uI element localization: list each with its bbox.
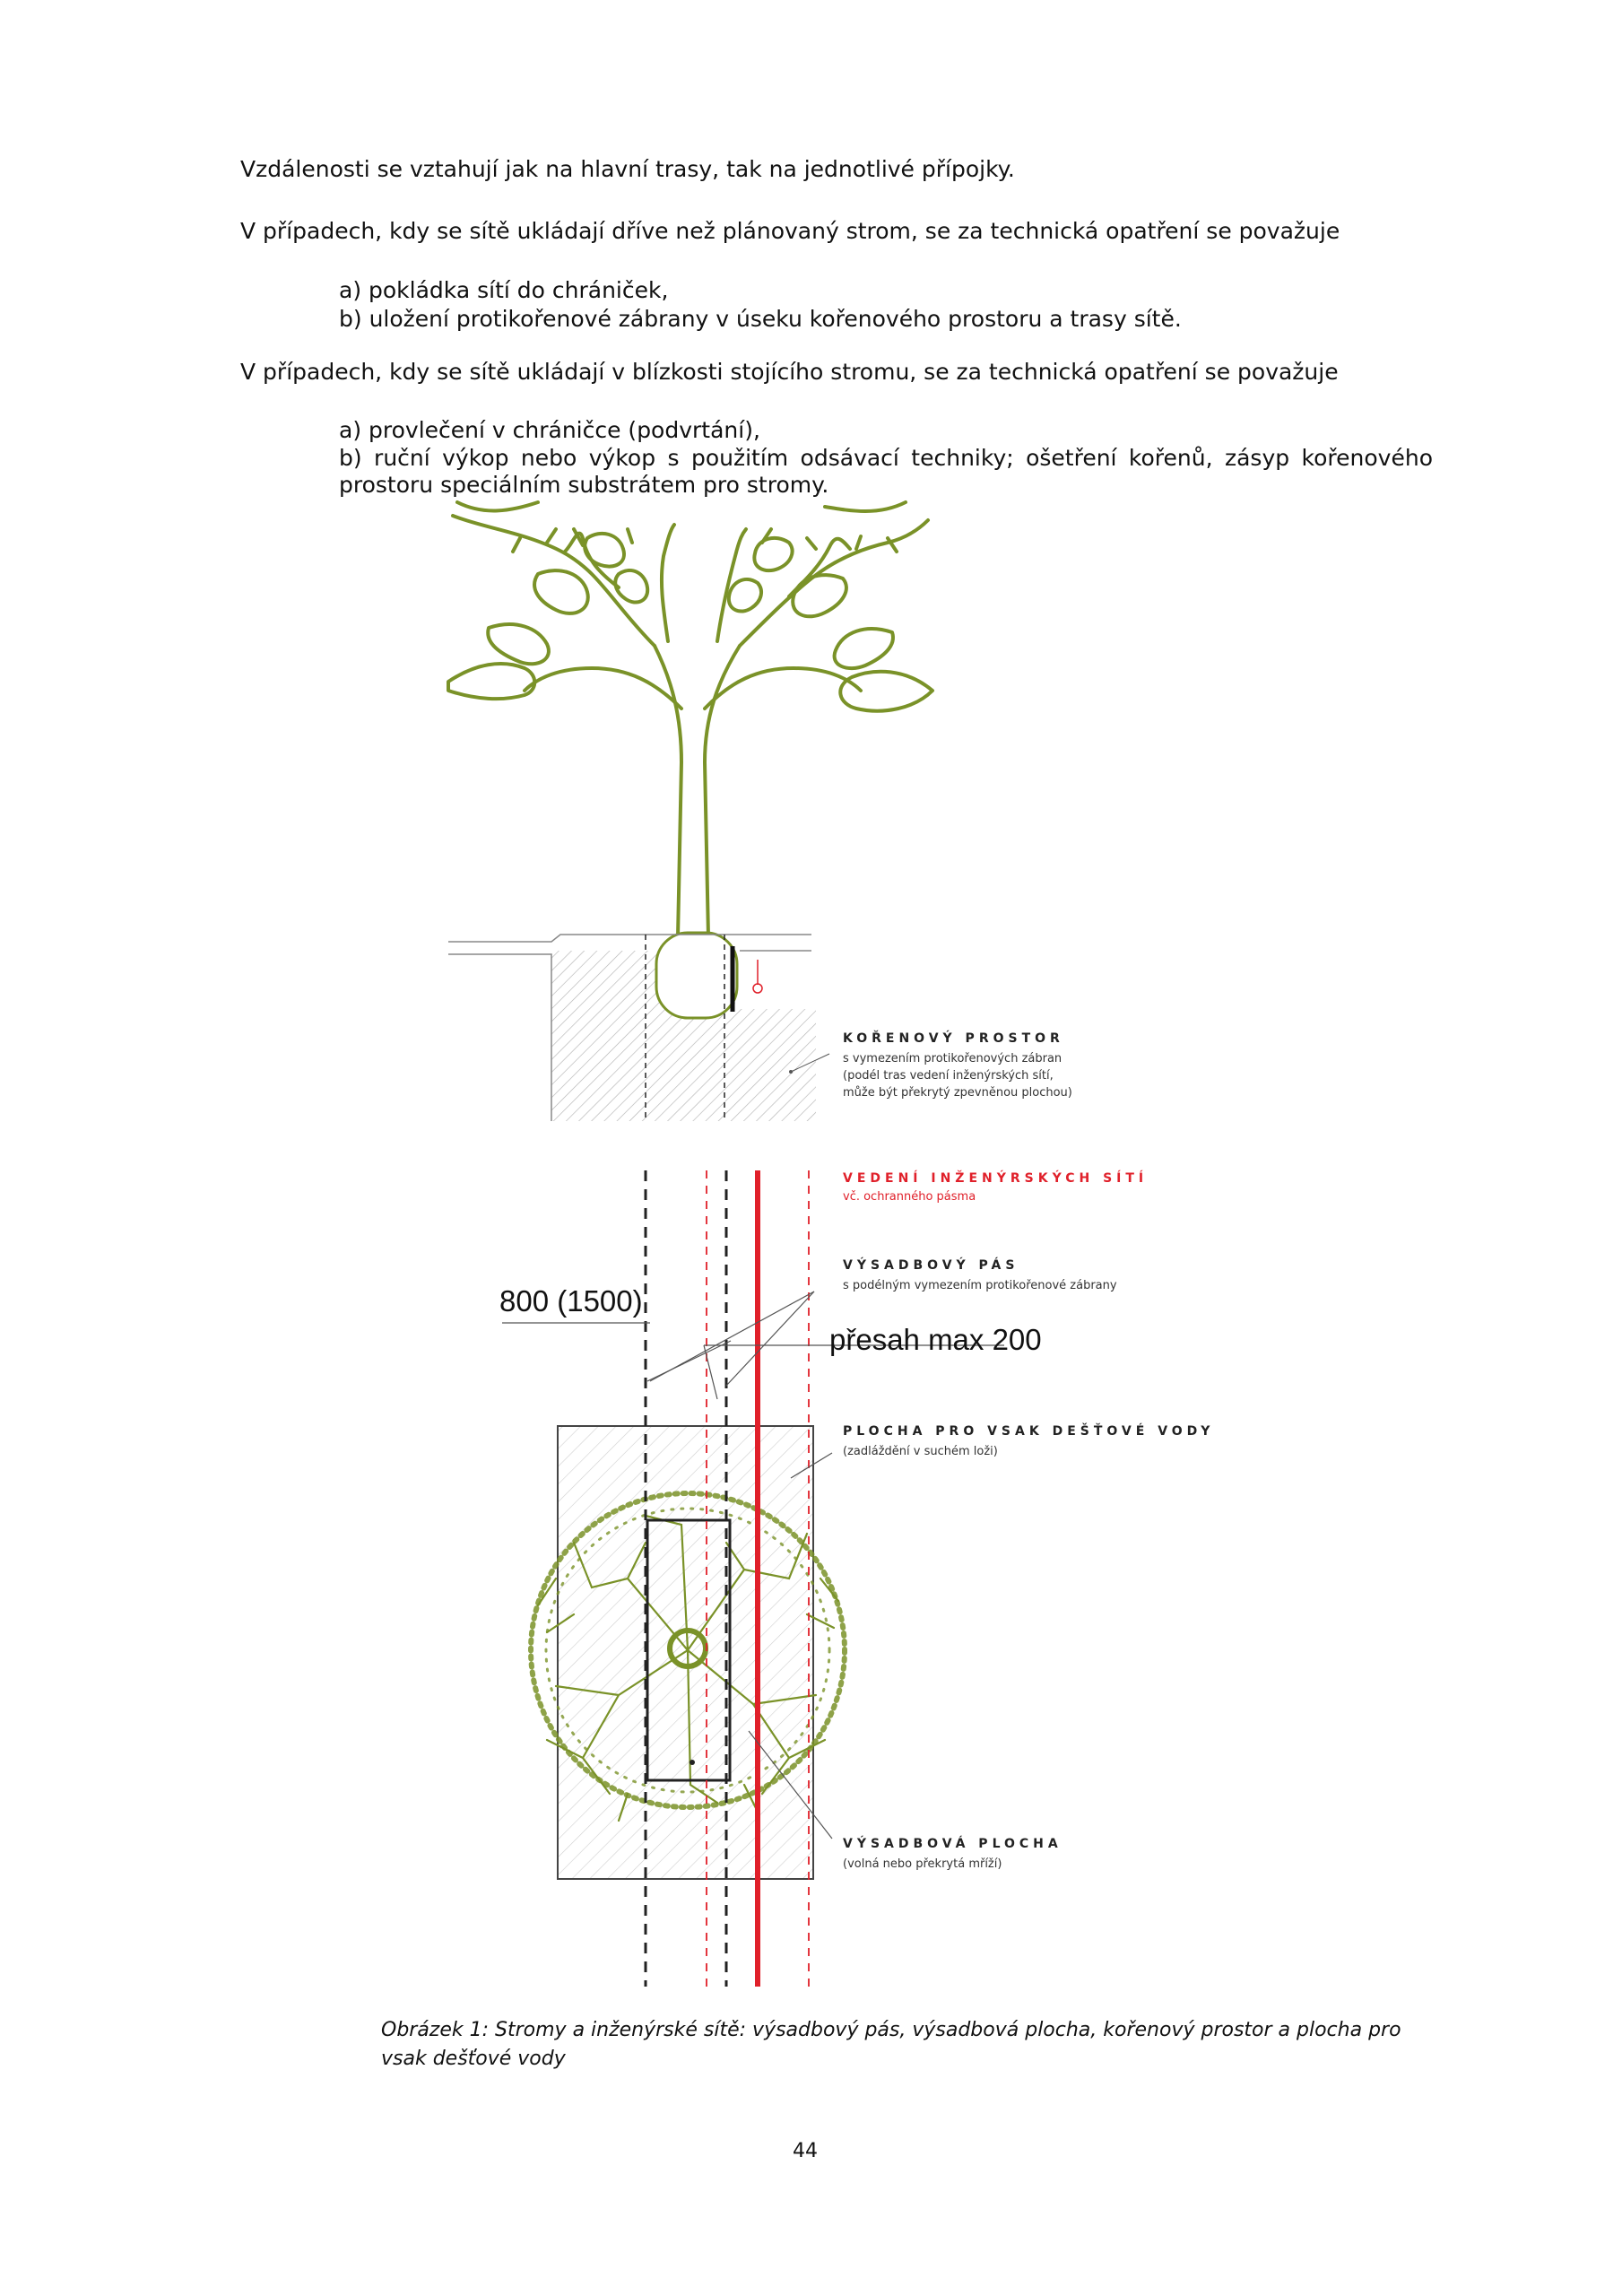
utility-marker-icon [753,984,762,993]
paragraph-distances: Vzdálenosti se vztahují jak na hlavní trasy, tak na jednotlivé přípojky. [240,156,1015,182]
list2-item-b: b) ruční výkop nebo výkop s použitím odsávací techniky; ošetření kořenů, zásyp kořenového [339,445,1433,471]
root-space-hatch-right [735,1009,816,1121]
label-root-space-line3: může být překrytý zpevněnou plochou) [843,1086,1072,1100]
label-planting-strip-sub: s podélným vymezením protikořenové zábrany [843,1279,1117,1292]
label-rainwater-area-sub: (zadláždění v suchém loži) [843,1445,998,1458]
tree-elevation-drawing [448,502,932,937]
paragraph-existing-tree: V případech, kdy se sítě ukládají v blízkosti stojícího stromu, se za technická opatření se považuje [240,359,1339,385]
label-rainwater-area: PLOCHA PRO VSAK DEŠŤOVÉ VODY [843,1424,1215,1439]
plan-view-drawing [531,1426,845,1879]
page-number: 44 [793,2140,818,2162]
label-root-space: KOŘENOVÝ PROSTOR [843,1031,1064,1046]
dimension-width-label: 800 (1500) [499,1284,643,1318]
label-planting-area: VÝSADBOVÁ PLOCHA [843,1837,1063,1851]
paragraph-before-tree: V případech, kdy se sítě ukládají dříve než plánovaný strom, se za technická opatření se považuje [240,218,1340,244]
root-space-hatch-left [551,951,659,1121]
label-planting-area-sub: (volná nebo překrytá mříží) [843,1857,1002,1871]
list2-item-a: a) provlečení v chráničce (podvrtání), [339,417,760,443]
list1-item-b: b) uložení protikořenové zábrany v úseku kořenového prostoru a trasy sítě. [339,306,1182,332]
label-utility-lines-sub: vč. ochranného pásma [843,1190,976,1204]
dimension-overlap-label: přesah max 200 [829,1323,1042,1356]
label-utility-lines: VEDENÍ INŽENÝRSKÝCH SÍTÍ [843,1171,1149,1186]
label-root-space-line1: s vymezením protikořenových zábran [843,1052,1063,1065]
label-planting-strip: VÝSADBOVÝ PÁS [843,1258,1019,1273]
list2-item-b-continued: prostoru speciálním substrátem pro stromy. [339,472,829,498]
ground-section [448,933,829,1121]
label-root-space-line2: (podél tras vedení inženýrských sítí, [843,1069,1054,1083]
figure-caption: Obrázek 1: Stromy a inženýrské sítě: výsadbový pás, výsadbová plocha, kořenový prostor a plocha pro vsak dešťové vody [381,2019,1401,2070]
list1-item-a: a) pokládka sítí do chrániček, [339,277,669,303]
